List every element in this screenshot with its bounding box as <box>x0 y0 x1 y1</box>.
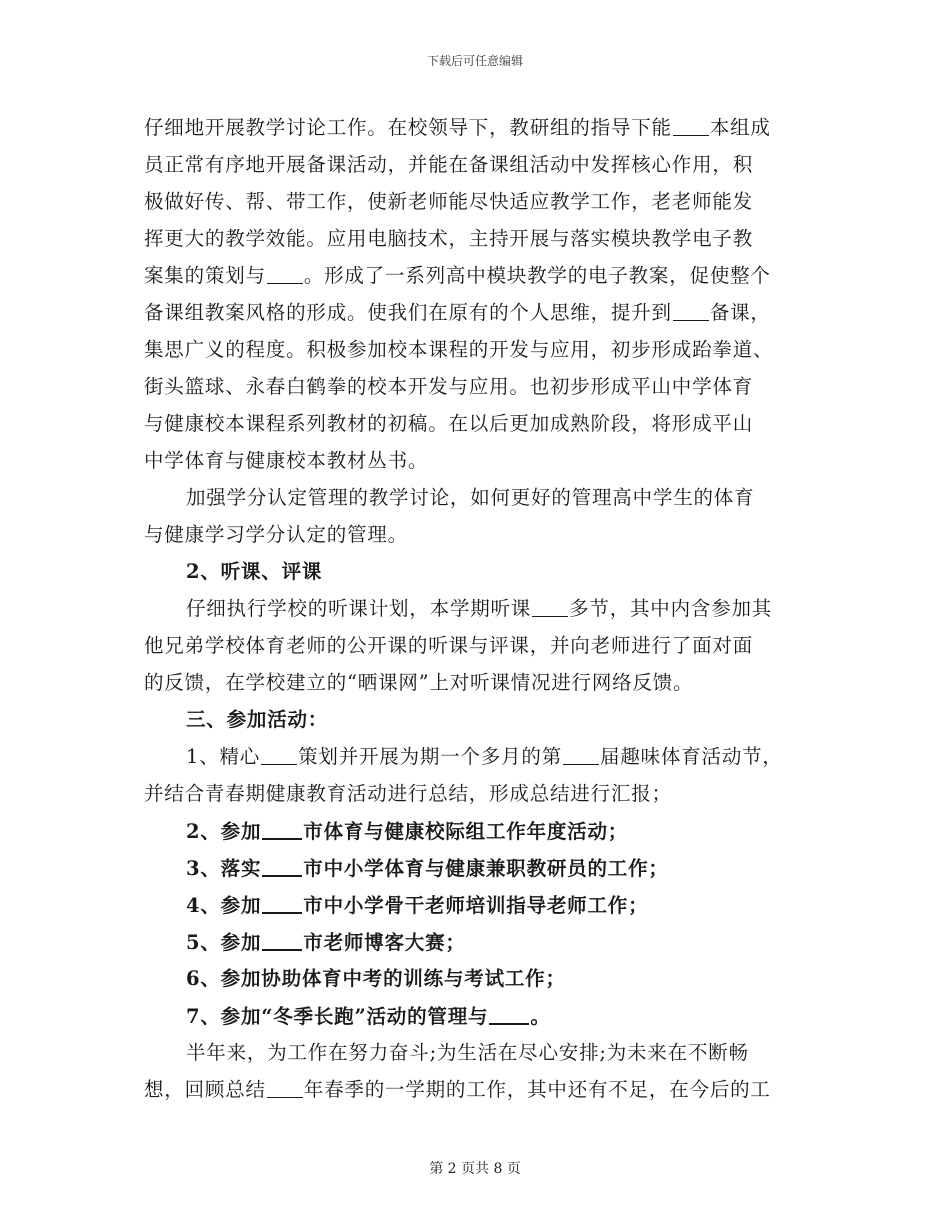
text-line: 员正常有序地开展备课活动，并能在备课组活动中发挥核心作用，积 <box>144 153 754 176</box>
fill-blank <box>262 816 302 840</box>
list-item <box>144 816 808 853</box>
text-line: 加强学分认定管理的教学讨论，如何更好的管理高中学生的体育 <box>186 486 755 509</box>
fill-blank <box>673 298 709 321</box>
text-segment: 备课组教案风格的形成。使我们在原有的个人思维，提升到 <box>144 301 672 324</box>
fill-blank <box>262 890 302 914</box>
document-body <box>144 113 808 1112</box>
text-line: 街头篮球、永春白鹤拳的校本开发与应用。也初步形成平山中学体育 <box>144 375 754 398</box>
text-segment: 市中小学骨干老师培训指导老师工作； <box>303 894 649 917</box>
fill-blank <box>532 594 568 617</box>
fill-blank <box>261 742 297 765</box>
text-segment: 市体育与健康校际组工作年度活动； <box>303 820 629 843</box>
text-line: 与健康学习学分认定的管理。 <box>144 523 408 546</box>
section-heading: 2、听课、评课 <box>186 560 323 583</box>
text-segment: 策划并开展为期一个多月的第 <box>298 745 563 768</box>
text-segment: 仔细执行学校的听课计划，本学期听课 <box>186 597 532 620</box>
text-line: 的反馈，在学校建立的“晒课网”上对听课情况进行网络反馈。 <box>144 671 694 694</box>
fill-blank <box>673 113 709 136</box>
text-line: 与健康校本课程系列教材的初稿。在以后更加成熟阶段，将形成平山 <box>144 412 754 435</box>
text-segment: 备课， <box>709 301 771 324</box>
section-heading: 三、参加活动： <box>186 708 329 731</box>
text-segment: 2、参加 <box>186 820 262 843</box>
text-line <box>144 113 808 150</box>
text-line <box>144 261 808 298</box>
fill-blank <box>267 1075 303 1098</box>
text-segment: 市中小学体育与健康兼职教研员的工作； <box>303 857 669 880</box>
text-segment: 想，回顾总结 <box>144 1078 266 1101</box>
text-segment: 7、参加“冬季长跑”活动的管理与 <box>186 1005 489 1028</box>
text-segment: 案集的策划与 <box>144 264 266 287</box>
text-line <box>144 594 808 631</box>
fill-blank <box>563 742 599 765</box>
text-segment: 3、落实 <box>186 857 262 880</box>
text-segment: 5、参加 <box>186 931 262 954</box>
text-segment: 。形成了一系列高中模块教学的电子教案，促使整个 <box>303 264 771 287</box>
text-line: 中学体育与健康校本教材丛书。 <box>144 449 429 472</box>
text-line <box>144 742 808 779</box>
text-segment: 。 <box>530 1005 551 1028</box>
list-item <box>144 890 808 927</box>
list-item <box>144 853 808 890</box>
text-segment: 4、参加 <box>186 894 262 917</box>
text-line: 挥更大的教学效能。应用电脑技术，主持开展与落实模块教学电子教 <box>144 227 754 250</box>
text-line <box>144 298 808 335</box>
fill-blank <box>262 853 302 877</box>
page-header: 下载后可任意编辑 <box>426 54 523 68</box>
text-segment: 1、精心 <box>186 745 261 768</box>
text-line: 半年来，为工作在努力奋斗;为生活在尽心安排;为未来在不断畅 <box>186 1041 749 1064</box>
text-segment: 年春季的一学期的工作，其中还有不足，在今后的工 <box>303 1078 771 1101</box>
list-item: 6、参加协助体育中考的训练与考试工作； <box>186 967 566 990</box>
text-line: 极做好传、帮、带工作，使新老师能尽快适应教学工作，老老师能发 <box>144 190 754 213</box>
fill-blank <box>267 261 303 284</box>
text-line <box>144 1075 808 1112</box>
text-segment: 届趣味体育活动节， <box>600 745 783 768</box>
page-footer: 第 2 页共 8 页 <box>429 1161 521 1177</box>
text-segment: 本组成 <box>709 116 771 139</box>
list-item <box>144 1001 808 1038</box>
text-line: 集思广义的程度。积极参加校本课程的开发与应用，初步形成跆拳道、 <box>144 338 774 361</box>
fill-blank <box>262 927 302 951</box>
text-segment: 仔细地开展教学讨论工作。在校领导下，教研组的指导下能 <box>144 116 672 139</box>
text-line: 并结合青春期健康教育活动进行总结，形成总结进行汇报； <box>144 782 672 805</box>
text-line: 他兄弟学校体育老师的公开课的听课与评课，并向老师进行了面对面 <box>144 634 754 657</box>
text-segment: 多节，其中内含参加其 <box>569 597 773 620</box>
list-item <box>144 927 808 964</box>
fill-blank <box>489 1001 529 1025</box>
text-segment: 市老师博客大赛； <box>303 931 466 954</box>
